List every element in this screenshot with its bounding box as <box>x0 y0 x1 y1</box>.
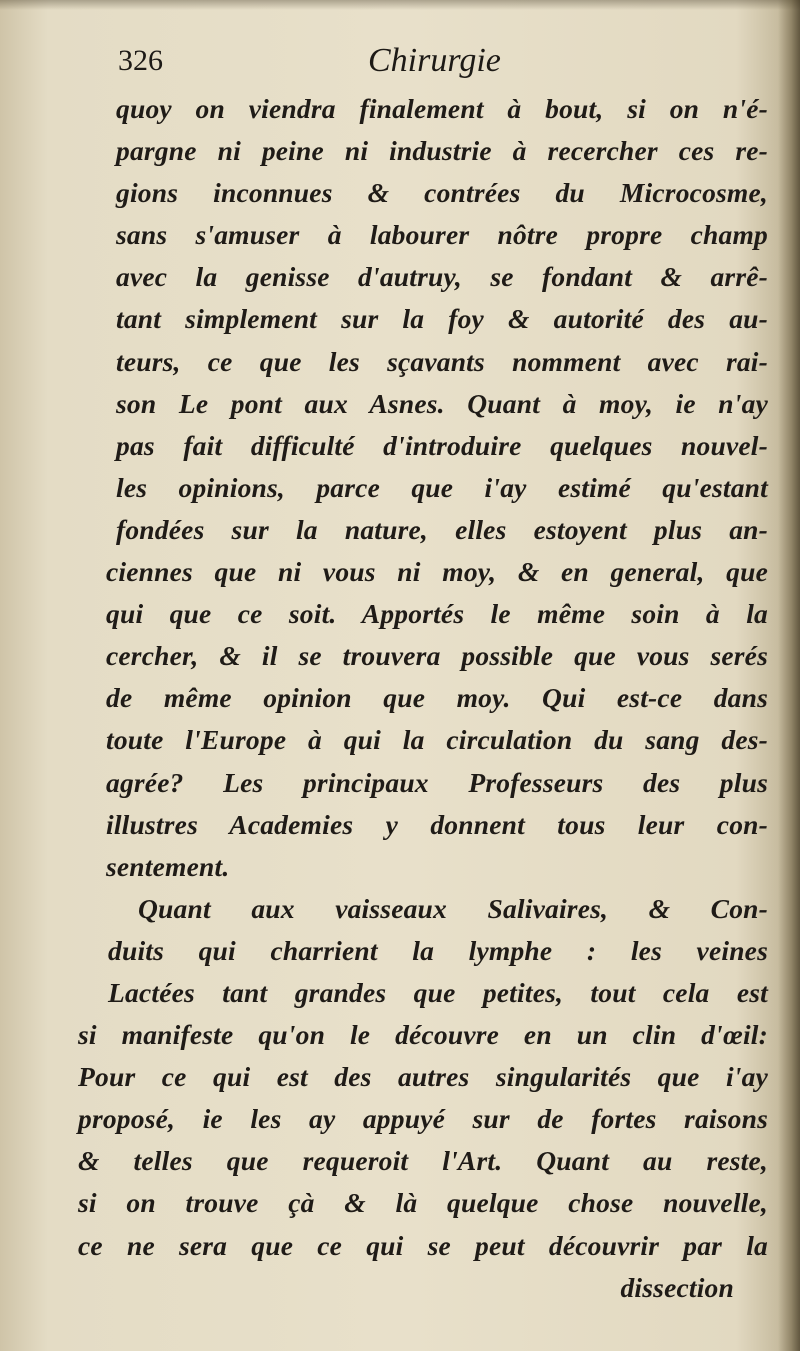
text-line: si on trouve çà & là quelque chose nouvelle, <box>78 1187 768 1219</box>
body-text <box>78 88 768 1309</box>
text-line: avec la genisse d'autruy, se fondant & arrê- <box>116 261 768 293</box>
text-line: quoy on viendra finalement à bout, si on n'é- <box>116 93 768 124</box>
text-line: duits qui charrient la lymphe : les veines <box>108 934 768 966</box>
text-line: de même opinion que moy. Qui est-ce dans <box>106 682 768 714</box>
text-line: toute l'Europe à qui la circulation du sang des- <box>106 724 768 756</box>
text-line: qui que ce soit. Apportés le même soin à la <box>106 598 768 630</box>
page-binding-shadow <box>778 0 800 1351</box>
text-line: Lactées tant grandes que petites, tout cela est <box>108 976 768 1008</box>
text-line: si manifeste qu'on le découvre en un clin d'œil: <box>78 1019 768 1051</box>
text-line: sentement. <box>106 850 230 882</box>
text-line: sans s'amuser à labourer nôtre propre champ <box>116 219 768 251</box>
text-line: pas fait difficulté d'introduire quelques nouvel- <box>116 429 768 461</box>
text-line: ce ne sera que ce qui se peut découvrir par la <box>78 1229 768 1261</box>
text-line: illustres Academies y donnent tous leur con- <box>106 808 768 840</box>
text-line: ciennes que ni vous ni moy, & en general, que <box>106 556 768 588</box>
text-line: tant simplement sur la foy & autorité des au- <box>116 303 768 335</box>
text-line: cercher, & il se trouvera possible que vous serés <box>106 640 768 672</box>
text-line: Pour ce qui est des autres singularités que i'ay <box>78 1061 768 1093</box>
text-line: agrée? Les principaux Professeurs des plus <box>106 766 768 798</box>
text-line: gions inconnues & contrées du Microcosme, <box>116 177 768 209</box>
text-line: pargne ni peine ni industrie à recercher ces re- <box>116 135 768 167</box>
text-line: teurs, ce que les sçavants nomment avec rai- <box>116 345 768 377</box>
page-top-shadow <box>0 0 800 10</box>
catchword: dissection <box>620 1271 734 1303</box>
text-line: Quant aux vaisseaux Salivaires, & Con- <box>138 892 768 924</box>
running-title: Chirurgie <box>368 42 501 79</box>
page-number: 326 <box>118 44 163 77</box>
text-line: fondées sur la nature, elles estoyent plus an- <box>116 513 768 545</box>
text-line: proposé, ie les ay appuyé sur de fortes raisons <box>78 1103 768 1135</box>
page-header <box>118 30 758 82</box>
text-line: & telles que requeroit l'Art. Quant au reste, <box>78 1145 768 1177</box>
text-line: son Le pont aux Asnes. Quant à moy, ie n'ay <box>116 387 768 419</box>
text-line: les opinions, parce que i'ay estimé qu'estant <box>116 471 768 503</box>
